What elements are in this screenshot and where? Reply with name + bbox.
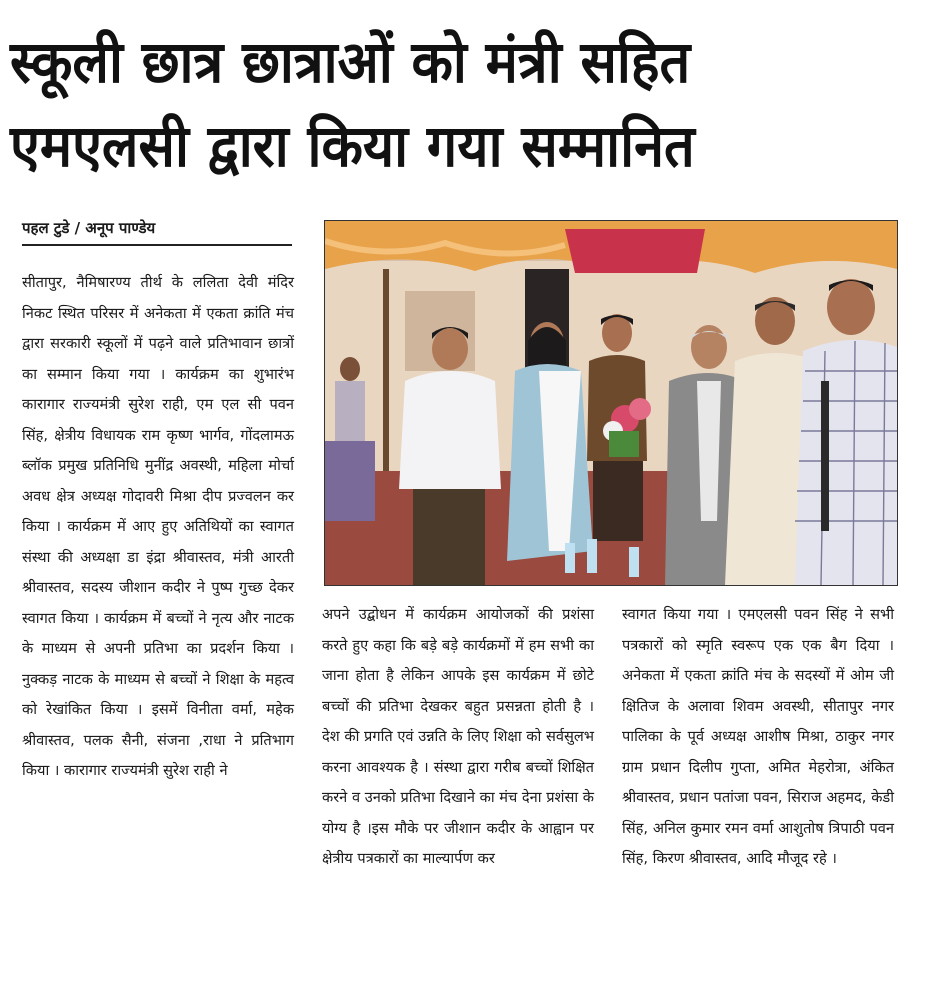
article-column-1: सीतापुर, नैमिषारण्य तीर्थ के ललिता देवी मंदिर निकट स्थित परिसर में अनेकता में एकता क्रांति मंच द्वारा सरकारी स्कूलों में पढ़ने वाले प्रतिभावान छात्रों का सम्मान किया गया । कार्यक्रम का शुभारंभ कारागार राज्यमंत्री सुरेश राही, एम एल सी पवन सिंह, क्षेत्रीय विधायक राम कृष्ण भार्गव, गोंदलामऊ ब्लॉक प्रमुख प्रतिनिधि मुनींद्र अवस्थी, महिला मोर्चा अवध क्षेत्र अध्यक्ष गोदावरी मिश्रा दीप प्रज्वलन कर किया । कार्यक्रम में आए हुए अतिथियों का स्वागत संस्था की अध्यक्षा डा इंद्रा श्रीवास्तव, मंत्री आरती श्रीवास्तव, सदस्य जीशान कदीर ने पुष्प गुच्छ देकर स्वागत किया । कार्यक्रम में बच्चों ने नृत्य और नाटक के माध्यम से अपनी प्रतिभा का प्रदर्शन किया । नुक्कड़ नाटक के माध्यम से बच्चों ने शिक्षा के महत्व को रेखांकित किया । इसमें विनीता वर्मा, महेक श्रीवास्तव, पलक सैनी, संजना ,राधा ने प्रतिभाग किया । कारागार राज्यमंत्री सुरेश राही ने	[22, 274, 294, 779]
event-photo-illustration	[325, 221, 897, 585]
bottom-cut-text	[0, 975, 931, 1000]
event-photo	[324, 220, 898, 586]
article-column-2: अपने उद्बोधन में कार्यक्रम आयोजकों की प्रशंसा करते हुए कहा कि बड़े बड़े कार्यक्रमों में हम सभी का जाना होता है लेकिन आपके इस कार्यक्रम में छोटे बच्चों की प्रतिभा देखकर बहुत प्रसन्नता होती है । देश की प्रगति एवं उन्नति के लिए शिक्षा को सर्वसुलभ करना आवश्यक है । संस्था द्वारा गरीब बच्चों शिक्षित करने व उनको प्रतिभा दिखाने का मंच देना प्रशंसा के योग्य है ।इस मौके पर जीशान कदीर के आह्वान पर क्षेत्रीय पत्रकारों का माल्यार्पण कर	[322, 606, 594, 867]
headline-line-1: स्कूली छात्र छात्राओं को मंत्री सहित	[10, 28, 691, 96]
byline: पहल टुडे / अनूप पाण्डेय	[22, 218, 292, 246]
article-column-3: स्वागत किया गया । एमएलसी पवन सिंह ने सभी पत्रकारों को स्मृति स्वरूप एक एक बैग दिया । अनेकता में एकता क्रांति मंच के सदस्यों में ओम जी क्षितिज के अलावा शिवम अवस्थी, सीतापुर नगर पालिका के पूर्व अध्यक्ष आशीष मिश्रा, ठाकुर नगर ग्राम प्रधान दिलीप गुप्ता, अमित मेहरोत्रा, अंकित श्रीवास्तव, प्रधान पतांजा पवन, सिराज अहमद, केडी सिंह, अनिल कुमार रमन वर्मा आशुतोष त्रिपाठी पवन सिंह, किरण श्रीवास्तव, आदि मौजूद रहे ।	[622, 606, 894, 867]
headline-line-2: एमएलसी द्वारा किया गया सम्मानित	[10, 112, 695, 180]
headline	[10, 20, 925, 188]
top-cut-text	[0, 0, 931, 8]
